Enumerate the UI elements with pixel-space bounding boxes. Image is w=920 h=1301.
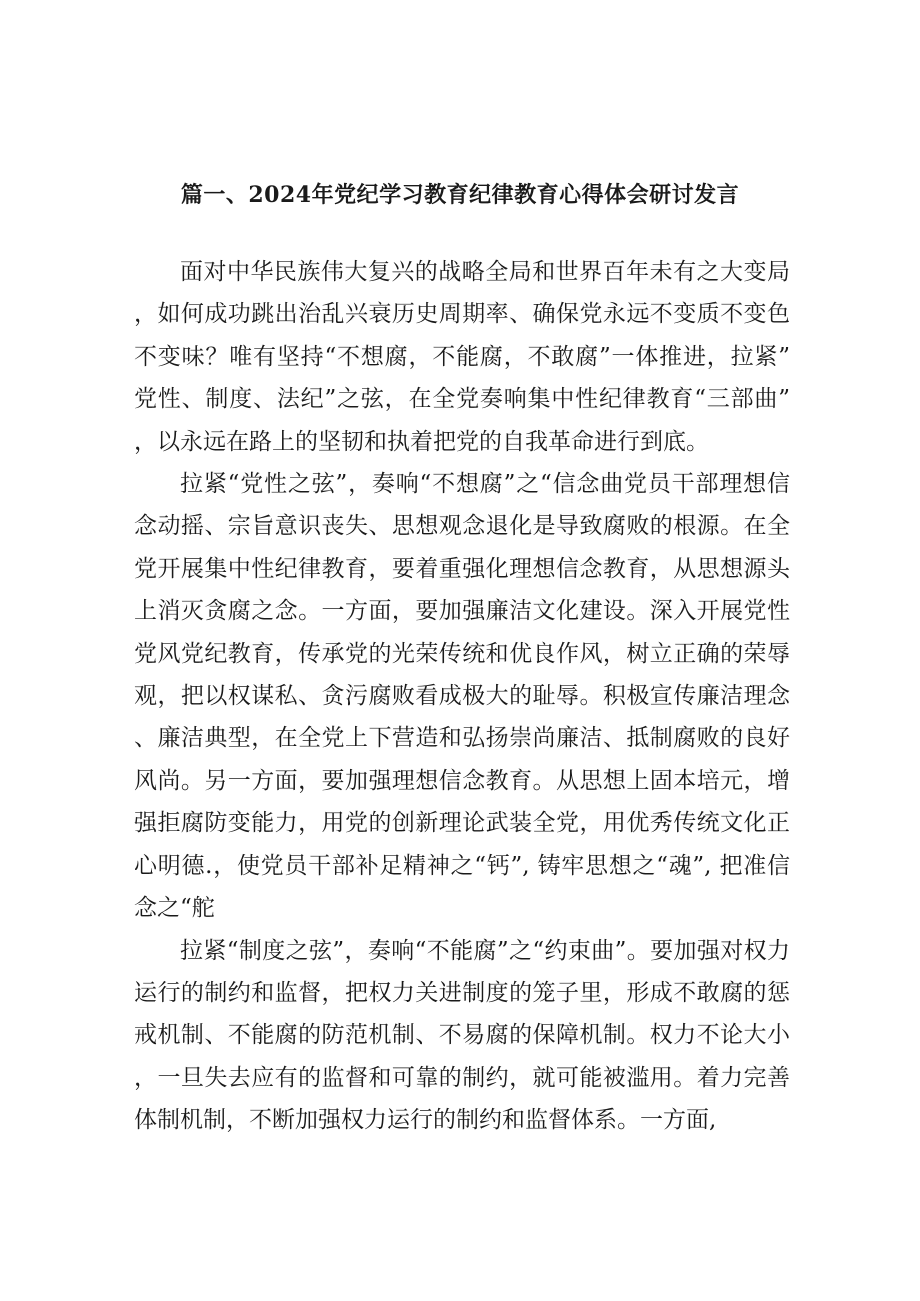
document-body: [134, 251, 790, 1142]
paragraph-1: 面对中华民族伟大复兴的战略全局和世界百年未有之大变局，如何成功跳出治乱兴衰历史周期率、确保党永远不变质不变色不变味？唯有坚持“不想腐，不能腐，不敢腐”一体推进，拉紧”党性、制度、法纪”之弦，在全党奏响集中性纪律教育“三部曲”，以永远在路上的坚韧和执着把党的自我革命进行到底。: [134, 259, 790, 455]
document-title: 篇一、2024年党纪学习教育纪律教育心得体会研讨发言: [180, 182, 740, 208]
paragraph-3: 拉紧“制度之弦”，奏响“不能腐”之“约束曲”。要加强对权力运行的制约和监督，把权力关进制度的笼子里，形成不敢腐的惩戒机制、不能腐的防范机制、不易腐的保障机制。权力不论大小，一旦失去应有的监督和可靠的制约，就可能被滥用。着力完善体制机制，不断加强权力运行的制约和监督体系。一方面,: [134, 937, 790, 1134]
paragraph-2: 拉紧“党性之弦”，奏响“不想腐”之“信念曲党员干部理想信念动摇、宗旨意识丧失、思想观念退化是导致腐败的根源。在全党开展集中性纪律教育，要着重强化理想信念教育，从思想源头上消灭贪腐之念。一方面，要加强廉洁文化建设。深入开展党性党风党纪教育，传承党的光荣传统和优良作风，树立正确的荣辱观，把以权谋私、贪污腐败看成极大的耻辱。积极宣传廉洁理念、廉洁典型，在全党上下营造和弘扬崇尚廉洁、抵制腐败的良好风尚。另一方面，要加强理想信念教育。从思想上固本培元，增强拒腐防变能力，用党的创新理论武装全党，用优秀传统文化正心明德.，使党员干部补足精神之“钙”, 铸牢思想之“魂”, 把准信念之“舵: [134, 471, 790, 922]
